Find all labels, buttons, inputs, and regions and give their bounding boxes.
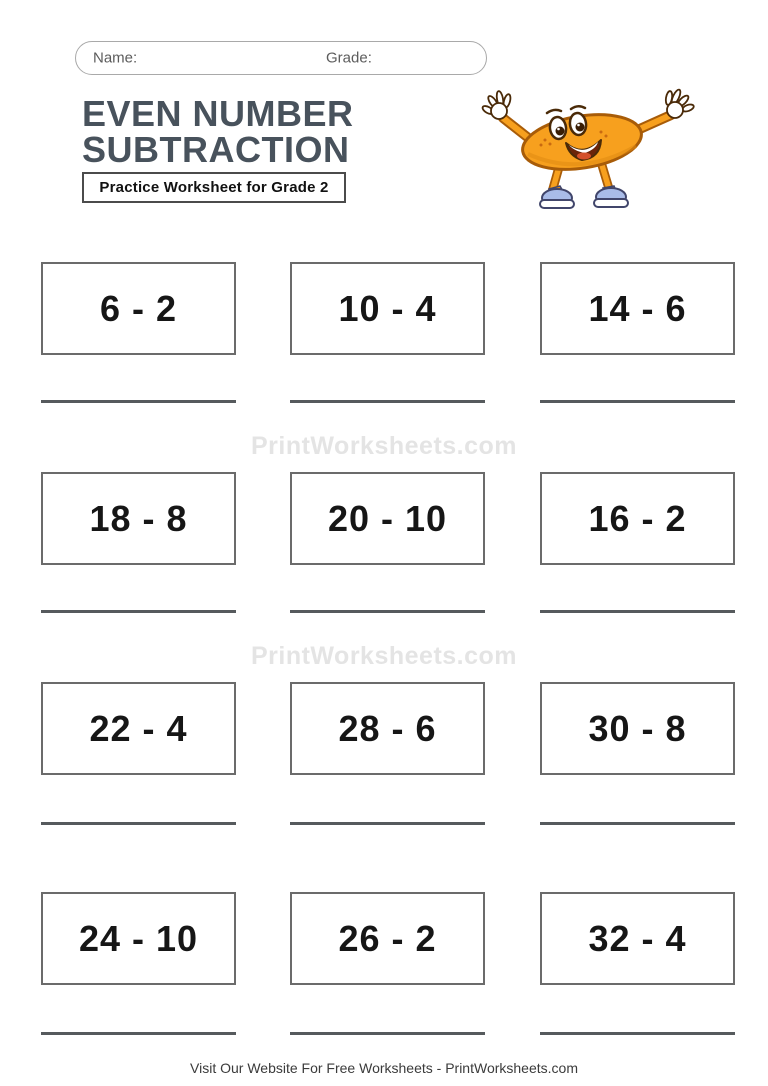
answer-line[interactable] <box>41 1032 236 1035</box>
subtitle-box <box>82 172 346 203</box>
answer-line[interactable] <box>290 400 485 403</box>
problem-expression: 6 - 2 <box>99 287 178 329</box>
problem-box <box>41 892 236 985</box>
problem-expression: 26 - 2 <box>338 917 437 959</box>
page-title-line1: EVEN NUMBER <box>82 93 354 134</box>
problem-box <box>290 262 485 355</box>
problem-box <box>540 262 735 355</box>
answer-line[interactable] <box>540 610 735 613</box>
watermark-text: PrintWorksheets.com <box>250 432 518 460</box>
problem-expression: 24 - 10 <box>78 917 199 959</box>
answer-line[interactable] <box>41 610 236 613</box>
watermark-text: PrintWorksheets.com <box>250 642 518 670</box>
answer-line[interactable] <box>540 822 735 825</box>
problem-box <box>290 892 485 985</box>
problem-box <box>540 472 735 565</box>
problem-box <box>41 472 236 565</box>
problem-box <box>540 892 735 985</box>
grade-input-area[interactable] <box>379 44 481 72</box>
answer-line[interactable] <box>290 822 485 825</box>
subtitle-text: Practice Worksheet for Grade 2 <box>99 179 329 196</box>
answer-line[interactable] <box>290 610 485 613</box>
problem-expression: 10 - 4 <box>338 287 437 329</box>
answer-line[interactable] <box>41 400 236 403</box>
problem-expression: 16 - 2 <box>588 497 687 539</box>
problem-expression: 32 - 4 <box>588 917 687 959</box>
problem-box <box>290 472 485 565</box>
answer-line[interactable] <box>540 1032 735 1035</box>
problem-box <box>540 682 735 775</box>
page-title-line2: SUBTRACTION <box>82 129 350 170</box>
problem-expression: 14 - 6 <box>588 287 687 329</box>
grade-label: Grade: <box>326 49 372 67</box>
problem-expression: 20 - 10 <box>327 497 448 539</box>
problem-expression: 22 - 4 <box>89 707 188 749</box>
name-label: Name: <box>93 49 138 67</box>
footer-text: Visit Our Website For Free Worksheets - PrintWorksheets.com <box>190 1060 578 1076</box>
name-input-area[interactable] <box>142 44 317 72</box>
page-title <box>82 93 354 170</box>
mascot-right-shoe <box>594 186 628 207</box>
mascot-left-glove <box>481 91 511 119</box>
answer-line[interactable] <box>41 822 236 825</box>
mascot-right-glove <box>665 88 695 118</box>
problem-box <box>290 682 485 775</box>
problem-box <box>41 262 236 355</box>
mascot-illustration <box>473 88 695 230</box>
mascot-left-shoe <box>540 186 574 208</box>
answer-line[interactable] <box>290 1032 485 1035</box>
problem-expression: 28 - 6 <box>338 707 437 749</box>
name-grade-field-box <box>75 41 487 75</box>
answer-line[interactable] <box>540 400 735 403</box>
problem-expression: 30 - 8 <box>588 707 687 749</box>
problem-box <box>41 682 236 775</box>
problem-expression: 18 - 8 <box>89 497 188 539</box>
